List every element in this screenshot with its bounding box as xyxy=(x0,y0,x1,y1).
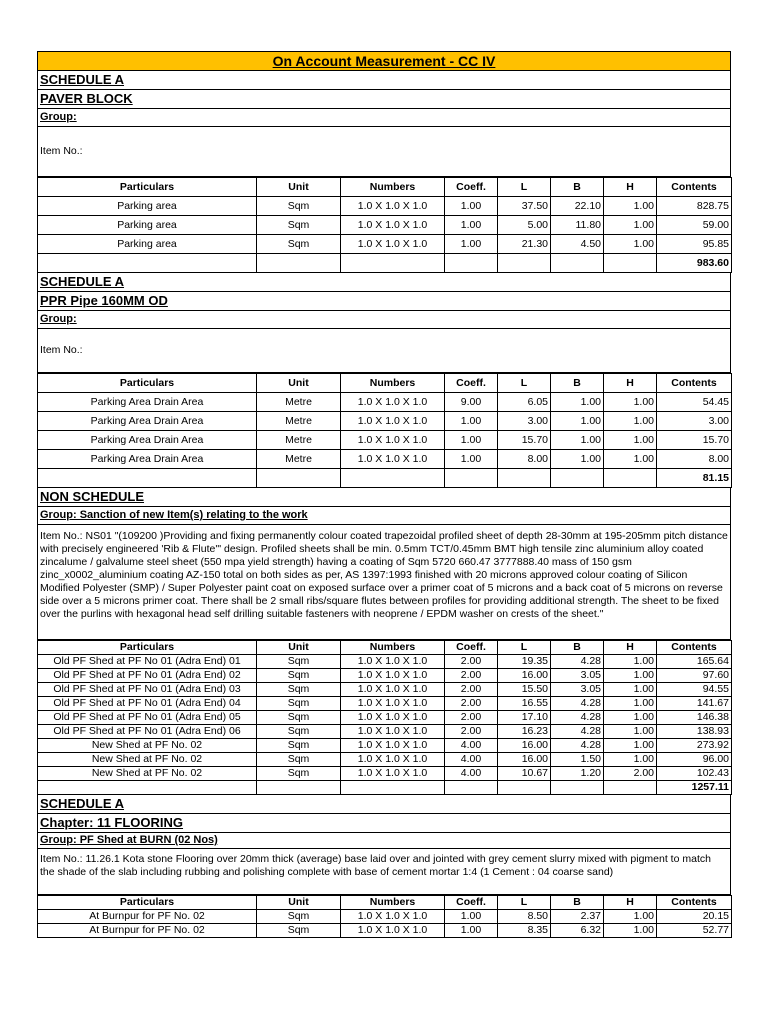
cell-contents: 59.00 xyxy=(657,216,732,235)
col-header-numbers: Numbers xyxy=(341,178,445,197)
cell-l: 3.00 xyxy=(498,412,551,431)
cell-coeff: 2.00 xyxy=(445,683,498,697)
cell-unit: Sqm xyxy=(257,216,341,235)
cell-unit: Sqm xyxy=(257,197,341,216)
total-contents: 983.60 xyxy=(657,254,732,273)
table-row xyxy=(38,431,732,450)
cell-b: 1.00 xyxy=(551,412,604,431)
cell-contents: 15.70 xyxy=(657,431,732,450)
cell-h: 1.00 xyxy=(604,697,657,711)
cell-contents: 3.00 xyxy=(657,412,732,431)
total-row xyxy=(38,254,732,273)
col-header-h: H xyxy=(604,178,657,197)
cell-h: 1.00 xyxy=(604,235,657,254)
table-row xyxy=(38,450,732,469)
col-header-l: L xyxy=(498,178,551,197)
schedule-heading: SCHEDULE A xyxy=(37,795,731,814)
cell-h: 1.00 xyxy=(604,753,657,767)
cell-l: 16.23 xyxy=(498,725,551,739)
col-header-h: H xyxy=(604,641,657,655)
cell-b: 4.28 xyxy=(551,697,604,711)
col-header-b: B xyxy=(551,641,604,655)
cell-coeff: 1.00 xyxy=(445,412,498,431)
cell-b: 4.28 xyxy=(551,725,604,739)
col-header-contents: Contents xyxy=(657,178,732,197)
cell-b: 1.00 xyxy=(551,450,604,469)
cell-coeff: 1.00 xyxy=(445,216,498,235)
cell-l: 15.70 xyxy=(498,431,551,450)
cell-l: 37.50 xyxy=(498,197,551,216)
cell-particulars: New Shed at PF No. 02 xyxy=(38,767,257,781)
col-header-contents: Contents xyxy=(657,641,732,655)
table-row xyxy=(38,216,732,235)
cell-b: 6.32 xyxy=(551,924,604,938)
cell-coeff: 4.00 xyxy=(445,767,498,781)
table-row xyxy=(38,412,732,431)
table-header-row xyxy=(38,896,732,910)
cell-particulars: Old PF Shed at PF No 01 (Adra End) 04 xyxy=(38,697,257,711)
cell-l: 8.50 xyxy=(498,910,551,924)
item-number-text: Item No.: xyxy=(40,145,83,157)
table-row xyxy=(38,753,732,767)
cell-numbers: 1.0 X 1.0 X 1.0 xyxy=(341,910,445,924)
cell-particulars: New Shed at PF No. 02 xyxy=(38,739,257,753)
cell-b: 1.00 xyxy=(551,393,604,412)
table-header-row xyxy=(38,641,732,655)
total-row xyxy=(38,469,732,488)
cell-unit: Sqm xyxy=(257,753,341,767)
table-row xyxy=(38,683,732,697)
cell-unit: Sqm xyxy=(257,910,341,924)
cell-numbers: 1.0 X 1.0 X 1.0 xyxy=(341,739,445,753)
col-header-particulars: Particulars xyxy=(38,896,257,910)
item-description xyxy=(37,525,731,640)
cell-h: 1.00 xyxy=(604,711,657,725)
cell-contents: 8.00 xyxy=(657,450,732,469)
cell-h: 1.00 xyxy=(604,393,657,412)
cell-b: 11.80 xyxy=(551,216,604,235)
cell-numbers: 1.0 X 1.0 X 1.0 xyxy=(341,450,445,469)
cell-numbers: 1.0 X 1.0 X 1.0 xyxy=(341,697,445,711)
col-header-h: H xyxy=(604,896,657,910)
cell-coeff: 1.00 xyxy=(445,431,498,450)
cell-unit: Sqm xyxy=(257,711,341,725)
cell-l: 16.55 xyxy=(498,697,551,711)
cell-unit: Sqm xyxy=(257,739,341,753)
cell-coeff: 1.00 xyxy=(445,924,498,938)
cell-l: 8.00 xyxy=(498,450,551,469)
col-header-unit: Unit xyxy=(257,374,341,393)
cell-unit: Sqm xyxy=(257,669,341,683)
cell-l: 21.30 xyxy=(498,235,551,254)
cell-b: 4.28 xyxy=(551,655,604,669)
col-header-b: B xyxy=(551,374,604,393)
cell-l: 16.00 xyxy=(498,753,551,767)
cell-h: 1.00 xyxy=(604,655,657,669)
cell-unit: Metre xyxy=(257,393,341,412)
section-heading: PAVER BLOCK xyxy=(37,90,731,109)
cell-contents: 273.92 xyxy=(657,739,732,753)
cell-h: 1.00 xyxy=(604,924,657,938)
cell-coeff: 4.00 xyxy=(445,753,498,767)
cell-contents: 94.55 xyxy=(657,683,732,697)
cell-h: 1.00 xyxy=(604,739,657,753)
cell-coeff: 9.00 xyxy=(445,393,498,412)
cell-particulars: Parking Area Drain Area xyxy=(38,450,257,469)
cell-coeff: 4.00 xyxy=(445,739,498,753)
cell-h: 2.00 xyxy=(604,767,657,781)
cell-b: 3.05 xyxy=(551,669,604,683)
group-label: Group: PF Shed at BURN (02 Nos) xyxy=(37,833,731,849)
col-header-unit: Unit xyxy=(257,641,341,655)
col-header-particulars: Particulars xyxy=(38,641,257,655)
cell-numbers: 1.0 X 1.0 X 1.0 xyxy=(341,655,445,669)
cell-l: 6.05 xyxy=(498,393,551,412)
cell-contents: 95.85 xyxy=(657,235,732,254)
cell-numbers: 1.0 X 1.0 X 1.0 xyxy=(341,924,445,938)
group-label: Group: Sanction of new Item(s) relating to the work xyxy=(37,507,731,525)
cell-particulars: Old PF Shed at PF No 01 (Adra End) 01 xyxy=(38,655,257,669)
cell-coeff: 1.00 xyxy=(445,197,498,216)
cell-b: 2.37 xyxy=(551,910,604,924)
col-header-unit: Unit xyxy=(257,178,341,197)
cell-particulars: Parking Area Drain Area xyxy=(38,412,257,431)
table-row xyxy=(38,924,732,938)
table-row xyxy=(38,910,732,924)
cell-b: 1.00 xyxy=(551,431,604,450)
cell-l: 16.00 xyxy=(498,669,551,683)
table-header-row xyxy=(38,374,732,393)
item-number-text: Item No.: NS01 "(109200 )Providing and fixing permanently colour coated trapezoidal profiled sheet of depth 28-30mm at 195-205mm pitch distance with precisely engineered 'Rib & Flute'" design. Profiled sheets shall be min. 0.5mm TCT/0.45mm BMT high tensile zinc aluminium alloy coated zincalume / galvalume steel sheet (550 mpa yield strength) having a coating of Sqm 5720 660.47 3777888.40 mass of 150 gsm zinc_x0002_aluminium coating AZ-150 total on both sides as per, AS 1397:1993 finished with 20 microns approved colour coating of Silicon Modified Polyester (SMP) / Super Polyester paint coat on exposed surface over a primer coat of 5 microns and a back coat of 5 microns on reverse side over a 5 microns primer coat. There shall be 2 small ribs/square flutes between profiles for providing additional strength. The sheet to be fixed over the purlins with hexagonal head self drilling suitable fasteners with neoprene / EPDM washer on crests of the sheet." xyxy=(40,530,728,620)
cell-unit: Sqm xyxy=(257,235,341,254)
cell-h: 1.00 xyxy=(604,683,657,697)
col-header-coeff: Coeff. xyxy=(445,374,498,393)
cell-contents: 102.43 xyxy=(657,767,732,781)
total-contents: 81.15 xyxy=(657,469,732,488)
cell-contents: 20.15 xyxy=(657,910,732,924)
total-row xyxy=(38,781,732,795)
cell-contents: 52.77 xyxy=(657,924,732,938)
cell-contents: 97.60 xyxy=(657,669,732,683)
item-description xyxy=(37,849,731,895)
cell-h: 1.00 xyxy=(604,725,657,739)
table-row xyxy=(38,739,732,753)
table-row xyxy=(38,711,732,725)
col-header-b: B xyxy=(551,178,604,197)
cell-numbers: 1.0 X 1.0 X 1.0 xyxy=(341,431,445,450)
cell-contents: 138.93 xyxy=(657,725,732,739)
cell-particulars: At Burnpur for PF No. 02 xyxy=(38,910,257,924)
table-row xyxy=(38,669,732,683)
table-row xyxy=(38,235,732,254)
sheet-title: On Account Measurement - CC IV xyxy=(37,51,731,71)
col-header-contents: Contents xyxy=(657,896,732,910)
cell-b: 22.10 xyxy=(551,197,604,216)
cell-unit: Sqm xyxy=(257,697,341,711)
table-row xyxy=(38,697,732,711)
cell-numbers: 1.0 X 1.0 X 1.0 xyxy=(341,767,445,781)
cell-unit: Metre xyxy=(257,412,341,431)
col-header-l: L xyxy=(498,896,551,910)
cell-particulars: Parking Area Drain Area xyxy=(38,393,257,412)
cell-h: 1.00 xyxy=(604,197,657,216)
cell-unit: Sqm xyxy=(257,767,341,781)
cell-coeff: 2.00 xyxy=(445,711,498,725)
cell-numbers: 1.0 X 1.0 X 1.0 xyxy=(341,197,445,216)
cell-unit: Sqm xyxy=(257,683,341,697)
cell-contents: 165.64 xyxy=(657,655,732,669)
item-number-text: Item No.: xyxy=(40,344,83,356)
table-row xyxy=(38,393,732,412)
cell-l: 15.50 xyxy=(498,683,551,697)
section-heading: NON SCHEDULE xyxy=(37,488,731,507)
col-header-coeff: Coeff. xyxy=(445,896,498,910)
cell-numbers: 1.0 X 1.0 X 1.0 xyxy=(341,753,445,767)
section-heading: Chapter: 11 FLOORING xyxy=(37,814,731,833)
schedule-heading: SCHEDULE A xyxy=(37,273,731,292)
cell-unit: Sqm xyxy=(257,655,341,669)
cell-contents: 54.45 xyxy=(657,393,732,412)
cell-b: 4.28 xyxy=(551,711,604,725)
col-header-particulars: Particulars xyxy=(38,374,257,393)
table-row xyxy=(38,655,732,669)
cell-particulars: Old PF Shed at PF No 01 (Adra End) 06 xyxy=(38,725,257,739)
item-description xyxy=(37,329,731,373)
cell-particulars: Parking Area Drain Area xyxy=(38,431,257,450)
cell-numbers: 1.0 X 1.0 X 1.0 xyxy=(341,235,445,254)
col-header-contents: Contents xyxy=(657,374,732,393)
cell-l: 17.10 xyxy=(498,711,551,725)
cell-h: 1.00 xyxy=(604,431,657,450)
group-label: Group: xyxy=(37,109,731,127)
measurement-table xyxy=(37,177,732,273)
cell-h: 1.00 xyxy=(604,412,657,431)
cell-coeff: 1.00 xyxy=(445,450,498,469)
col-header-b: B xyxy=(551,896,604,910)
measurement-table xyxy=(37,373,732,488)
cell-contents: 141.67 xyxy=(657,697,732,711)
section-heading: PPR Pipe 160MM OD xyxy=(37,292,731,311)
col-header-coeff: Coeff. xyxy=(445,641,498,655)
col-header-coeff: Coeff. xyxy=(445,178,498,197)
cell-particulars: Old PF Shed at PF No 01 (Adra End) 02 xyxy=(38,669,257,683)
cell-unit: Metre xyxy=(257,450,341,469)
cell-contents: 828.75 xyxy=(657,197,732,216)
cell-b: 1.20 xyxy=(551,767,604,781)
measurement-sheet xyxy=(37,51,731,938)
cell-particulars: Old PF Shed at PF No 01 (Adra End) 03 xyxy=(38,683,257,697)
col-header-numbers: Numbers xyxy=(341,641,445,655)
schedule-heading: SCHEDULE A xyxy=(37,71,731,90)
cell-l: 16.00 xyxy=(498,739,551,753)
cell-numbers: 1.0 X 1.0 X 1.0 xyxy=(341,412,445,431)
cell-numbers: 1.0 X 1.0 X 1.0 xyxy=(341,683,445,697)
col-header-l: L xyxy=(498,374,551,393)
cell-coeff: 2.00 xyxy=(445,697,498,711)
col-header-h: H xyxy=(604,374,657,393)
cell-contents: 96.00 xyxy=(657,753,732,767)
item-number-text: Item No.: 11.26.1 Kota stone Flooring over 20mm thick (average) base laid over and jointed with grey cement slurry mixed with pigment to match the shade of the slab including rubbing and polishing complete with base of cement mortar 1:4 (1 Cement : 04 coarse sand) xyxy=(40,853,711,878)
table-row xyxy=(38,725,732,739)
cell-unit: Metre xyxy=(257,431,341,450)
cell-l: 5.00 xyxy=(498,216,551,235)
cell-numbers: 1.0 X 1.0 X 1.0 xyxy=(341,669,445,683)
cell-contents: 146.38 xyxy=(657,711,732,725)
col-header-l: L xyxy=(498,641,551,655)
total-contents: 1257.11 xyxy=(657,781,732,795)
group-label: Group: xyxy=(37,311,731,329)
cell-h: 1.00 xyxy=(604,669,657,683)
col-header-numbers: Numbers xyxy=(341,374,445,393)
cell-h: 1.00 xyxy=(604,450,657,469)
cell-particulars: Old PF Shed at PF No 01 (Adra End) 05 xyxy=(38,711,257,725)
cell-h: 1.00 xyxy=(604,216,657,235)
cell-l: 10.67 xyxy=(498,767,551,781)
cell-coeff: 1.00 xyxy=(445,235,498,254)
table-row xyxy=(38,197,732,216)
table-header-row xyxy=(38,178,732,197)
table-row xyxy=(38,767,732,781)
cell-numbers: 1.0 X 1.0 X 1.0 xyxy=(341,711,445,725)
cell-particulars: New Shed at PF No. 02 xyxy=(38,753,257,767)
cell-coeff: 2.00 xyxy=(445,655,498,669)
cell-b: 4.50 xyxy=(551,235,604,254)
cell-b: 1.50 xyxy=(551,753,604,767)
measurement-table xyxy=(37,895,732,938)
measurement-table xyxy=(37,640,732,795)
cell-unit: Sqm xyxy=(257,725,341,739)
cell-h: 1.00 xyxy=(604,910,657,924)
col-header-particulars: Particulars xyxy=(38,178,257,197)
cell-coeff: 2.00 xyxy=(445,669,498,683)
cell-b: 4.28 xyxy=(551,739,604,753)
cell-b: 3.05 xyxy=(551,683,604,697)
cell-coeff: 2.00 xyxy=(445,725,498,739)
cell-unit: Sqm xyxy=(257,924,341,938)
cell-numbers: 1.0 X 1.0 X 1.0 xyxy=(341,725,445,739)
cell-numbers: 1.0 X 1.0 X 1.0 xyxy=(341,393,445,412)
item-description xyxy=(37,127,731,177)
cell-particulars: At Burnpur for PF No. 02 xyxy=(38,924,257,938)
col-header-unit: Unit xyxy=(257,896,341,910)
cell-numbers: 1.0 X 1.0 X 1.0 xyxy=(341,216,445,235)
cell-coeff: 1.00 xyxy=(445,910,498,924)
cell-particulars: Parking area xyxy=(38,235,257,254)
cell-l: 8.35 xyxy=(498,924,551,938)
cell-particulars: Parking area xyxy=(38,216,257,235)
cell-l: 19.35 xyxy=(498,655,551,669)
col-header-numbers: Numbers xyxy=(341,896,445,910)
cell-particulars: Parking area xyxy=(38,197,257,216)
